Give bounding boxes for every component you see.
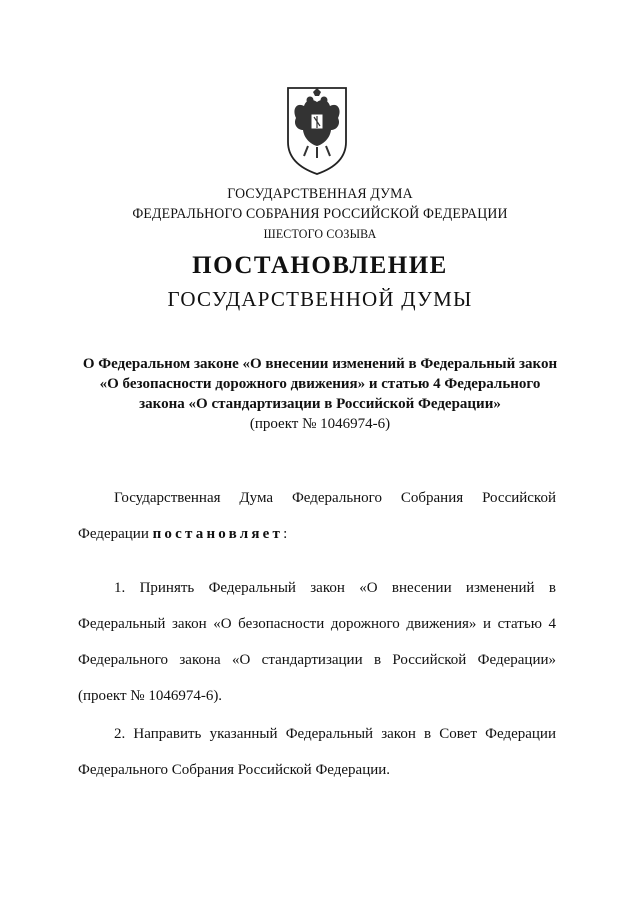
- resolves-word: постановляет: [152, 526, 284, 542]
- law-title-line-2: «О безопасности дорожного движения» и статью 4 Федерального: [99, 376, 541, 392]
- header-line-1: ГОСУДАРСТВЕННАЯ ДУМА: [227, 186, 413, 202]
- law-title-line-1: О Федеральном законе «О внесении изменений в Федеральный закон: [82, 356, 558, 372]
- item-2-line-2: Федерального Собрания Российской Федерации.: [78, 762, 391, 778]
- preamble-federation: Федерации: [78, 526, 153, 542]
- item-1-line-4: (проект № 1046974-6).: [78, 688, 223, 704]
- law-title-line-3: закона «О стандартизации в Российской Федерации»: [139, 396, 501, 412]
- item-2-line-1: 2. Направить указанный Федеральный закон в Совет Федерации: [114, 726, 556, 742]
- document-subtitle: ГОСУДАРСТВЕННОЙ ДУМЫ: [167, 287, 473, 311]
- header-line-2: ФЕДЕРАЛЬНОГО СОБРАНИЯ РОССИЙСКОЙ ФЕДЕРАЦИИ: [132, 206, 508, 222]
- header-line-3: ШЕСТОГО СОЗЫВА: [263, 226, 377, 241]
- item-2-paragraph: [78, 716, 556, 788]
- preamble-paragraph: [78, 480, 556, 552]
- item-1-paragraph: [78, 570, 556, 714]
- coat-of-arms-emblem: [284, 84, 350, 176]
- item-1-line-2: Федеральный закон «О безопасности дорожного движения» и статью 4: [78, 616, 556, 632]
- preamble-colon: :: [283, 526, 288, 542]
- law-title: [60, 354, 580, 434]
- item-1-line-1: 1. Принять Федеральный закон «О внесении изменений в: [114, 580, 556, 596]
- project-number: (проект № 1046974-6): [249, 416, 391, 432]
- duma-header: [26, 184, 615, 244]
- document-title: ПОСТАНОВЛЕНИЕ: [192, 252, 448, 279]
- item-1-line-3: Федерального закона «О стандартизации в Российской Федерации»: [78, 652, 556, 668]
- preamble-line-2: [78, 516, 556, 552]
- preamble-line-1: Государственная Дума Федерального Собрания Российской: [114, 490, 556, 506]
